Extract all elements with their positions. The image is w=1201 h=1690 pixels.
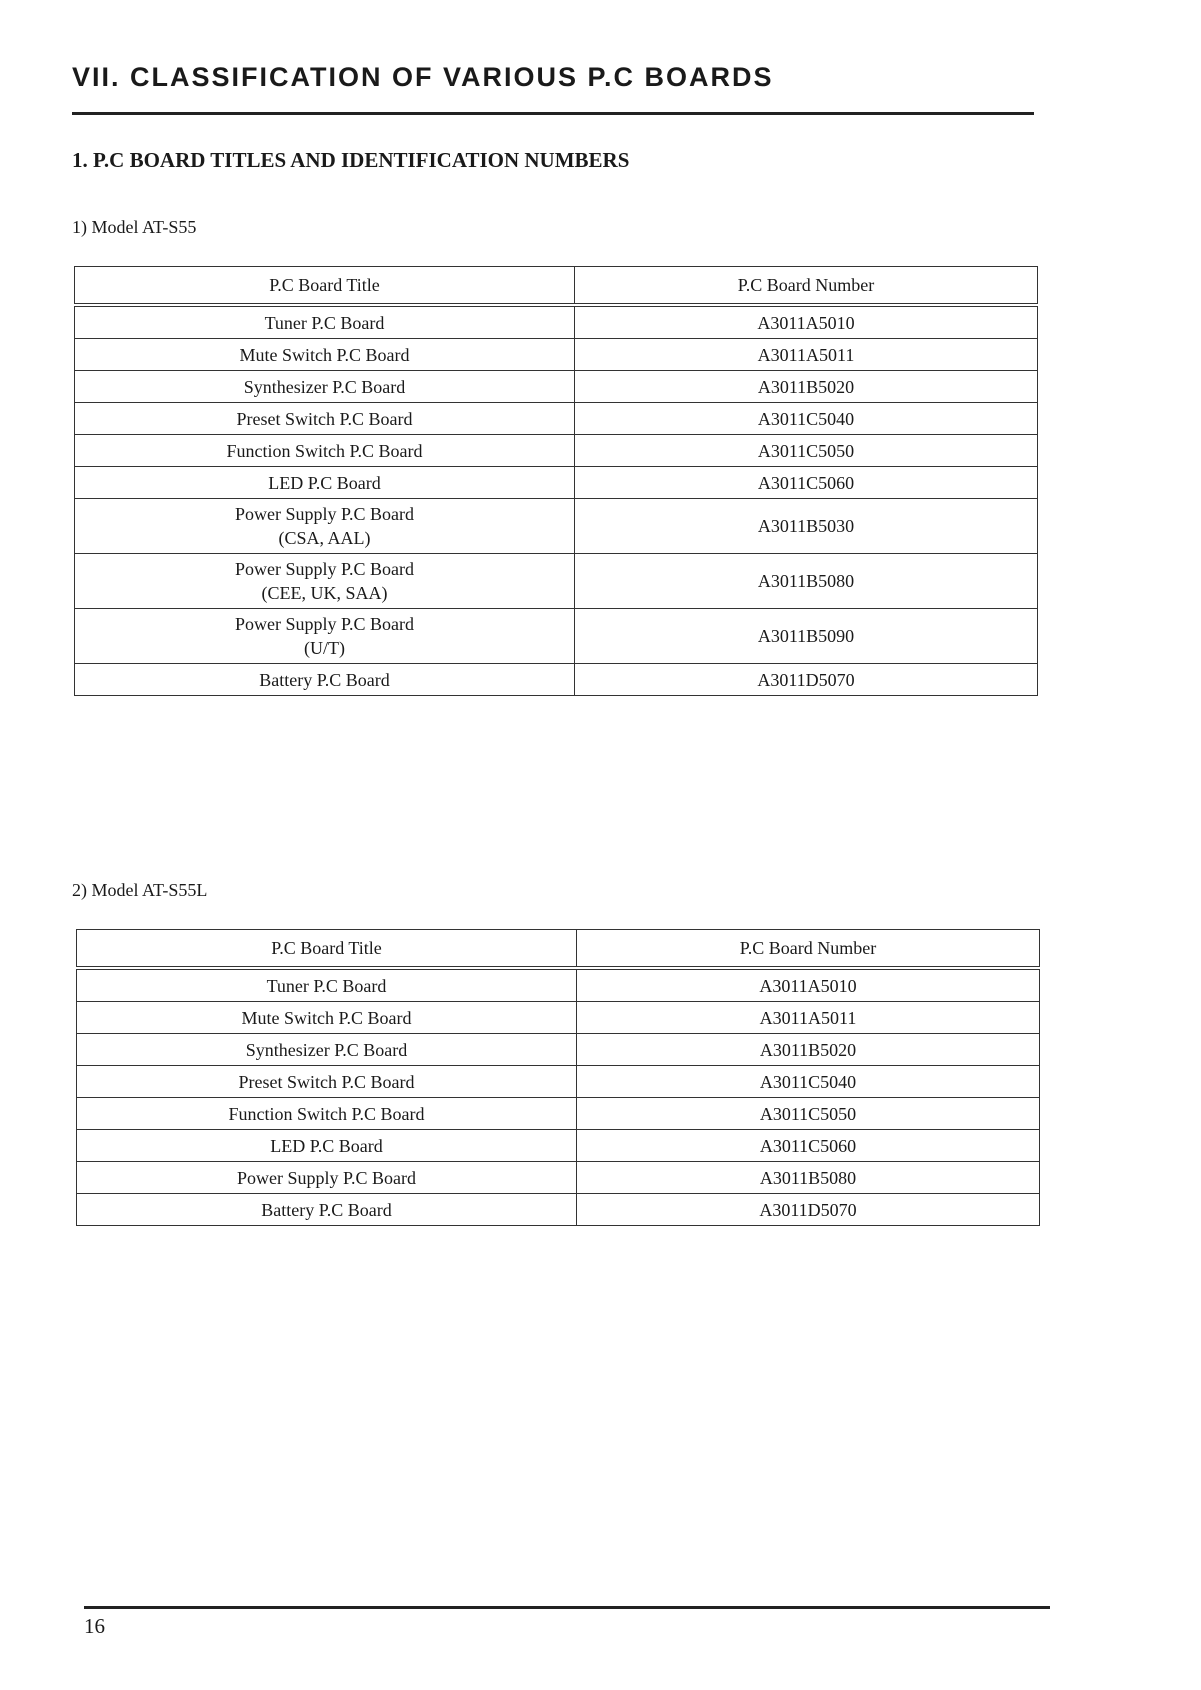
chapter-title: VII. CLASSIFICATION OF VARIOUS P.C BOARDS xyxy=(72,62,774,92)
table-row xyxy=(77,1130,1040,1162)
model-at-s55l-heading: 2) Model AT-S55L xyxy=(72,880,208,900)
table-row xyxy=(77,1066,1040,1098)
board-title-note: (CSA, AAL) xyxy=(278,528,371,548)
table-row xyxy=(75,339,1038,371)
board-table-at-s55 xyxy=(74,266,1038,696)
board-number: A3011C5060 xyxy=(577,1130,1040,1162)
board-number: A3011C5050 xyxy=(575,435,1038,467)
page-number: 16 xyxy=(84,1614,105,1638)
board-title: Power Supply P.C Board xyxy=(77,1162,577,1194)
column-header-number: P.C Board Number xyxy=(577,930,1040,969)
board-number: A3011B5030 xyxy=(575,499,1038,554)
table-header-row xyxy=(75,267,1038,306)
board-title: Tuner P.C Board xyxy=(75,305,575,339)
board-title: Tuner P.C Board xyxy=(77,968,577,1002)
board-number: A3011C5040 xyxy=(575,403,1038,435)
table-row xyxy=(75,403,1038,435)
board-number: A3011B5020 xyxy=(577,1034,1040,1066)
board-title: Preset Switch P.C Board xyxy=(75,403,575,435)
board-title: Power Supply P.C Board xyxy=(234,504,414,524)
board-title: Power Supply P.C Board xyxy=(234,614,414,634)
board-title: Mute Switch P.C Board xyxy=(77,1002,577,1034)
board-number: A3011B5080 xyxy=(577,1162,1040,1194)
table-row xyxy=(75,609,1038,664)
table-row xyxy=(75,371,1038,403)
table-row xyxy=(77,968,1040,1002)
table-row xyxy=(77,1194,1040,1226)
column-header-title: P.C Board Title xyxy=(77,930,577,969)
bottom-rule xyxy=(84,1606,1050,1609)
board-number: A3011C5060 xyxy=(575,467,1038,499)
board-number: A3011B5020 xyxy=(575,371,1038,403)
board-title-cell xyxy=(75,499,575,554)
table-row xyxy=(77,1002,1040,1034)
board-title: Synthesizer P.C Board xyxy=(75,371,575,403)
table-row xyxy=(75,499,1038,554)
board-title: Battery P.C Board xyxy=(77,1194,577,1226)
board-table-at-s55l xyxy=(76,929,1040,1226)
table-row xyxy=(75,435,1038,467)
column-header-title: P.C Board Title xyxy=(75,267,575,306)
board-number: A3011A5010 xyxy=(577,968,1040,1002)
table-row xyxy=(77,1162,1040,1194)
board-number: A3011B5080 xyxy=(575,554,1038,609)
board-title-note: (U/T) xyxy=(304,638,345,658)
board-title: Mute Switch P.C Board xyxy=(75,339,575,371)
table-row xyxy=(75,467,1038,499)
board-title-cell xyxy=(75,609,575,664)
board-title: Function Switch P.C Board xyxy=(75,435,575,467)
board-number: A3011A5011 xyxy=(577,1002,1040,1034)
board-title: Power Supply P.C Board xyxy=(234,559,414,579)
board-number: A3011C5040 xyxy=(577,1066,1040,1098)
table-row xyxy=(75,664,1038,696)
board-title-note: (CEE, UK, SAA) xyxy=(261,583,388,603)
table-row xyxy=(77,1034,1040,1066)
column-header-number: P.C Board Number xyxy=(575,267,1038,306)
table-row xyxy=(75,554,1038,609)
board-title: Function Switch P.C Board xyxy=(77,1098,577,1130)
board-title: LED P.C Board xyxy=(75,467,575,499)
model-at-s55-heading: 1) Model AT-S55 xyxy=(72,217,197,237)
table-row xyxy=(75,305,1038,339)
board-title-cell xyxy=(75,554,575,609)
board-title: LED P.C Board xyxy=(77,1130,577,1162)
board-title: Preset Switch P.C Board xyxy=(77,1066,577,1098)
table-row xyxy=(77,1098,1040,1130)
board-title: Synthesizer P.C Board xyxy=(77,1034,577,1066)
board-number: A3011D5070 xyxy=(575,664,1038,696)
board-number: A3011D5070 xyxy=(577,1194,1040,1226)
top-rule xyxy=(72,112,1034,115)
board-title: Battery P.C Board xyxy=(75,664,575,696)
board-number: A3011B5090 xyxy=(575,609,1038,664)
section-heading: 1. P.C BOARD TITLES AND IDENTIFICATION NUMBERS xyxy=(72,148,630,172)
board-number: A3011A5011 xyxy=(575,339,1038,371)
board-number: A3011C5050 xyxy=(577,1098,1040,1130)
board-number: A3011A5010 xyxy=(575,305,1038,339)
table-header-row xyxy=(77,930,1040,969)
